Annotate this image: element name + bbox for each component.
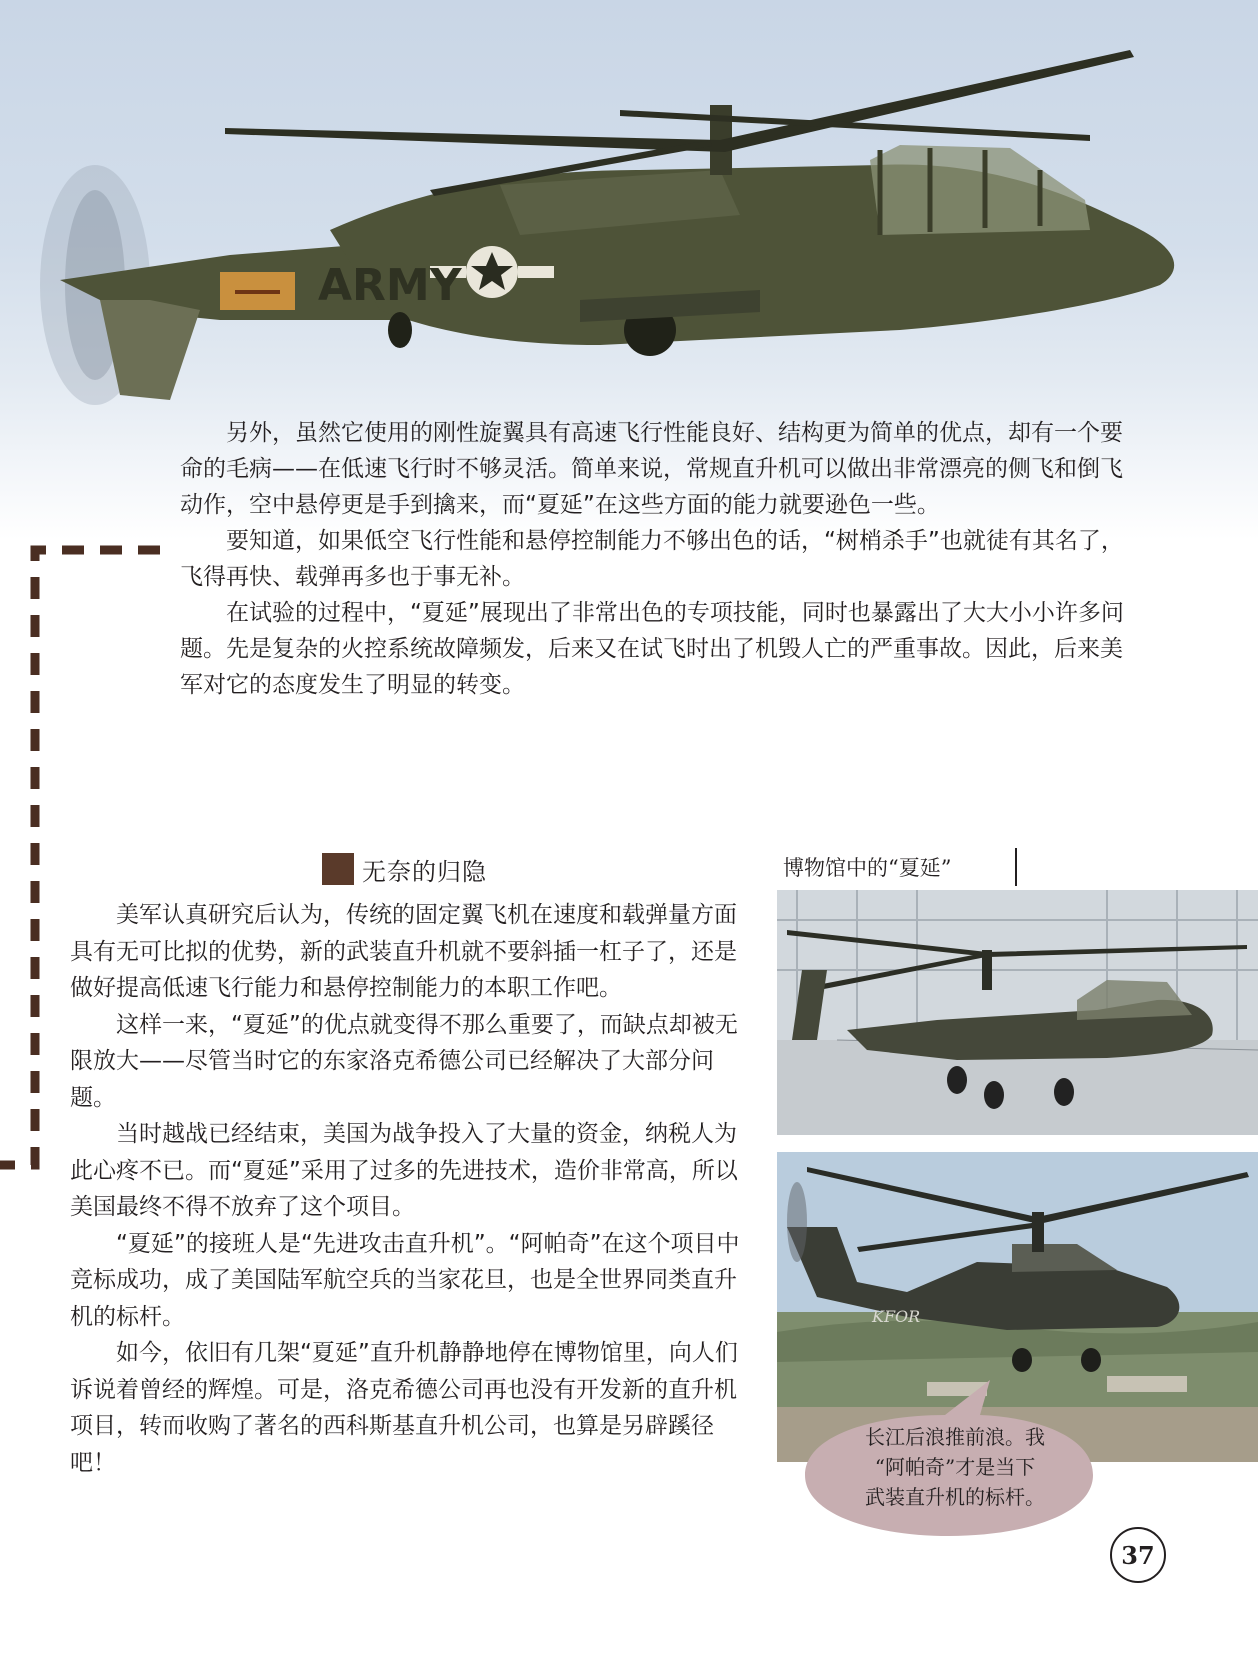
page-number: 37 [1110,1527,1166,1583]
section-square-icon [322,853,354,885]
paragraph-drawbacks: 这样一来，“夏延”的优点就变得不那么重要了，而缺点却被无限放大——尽管当时它的东家洛克希德公司已经解决了大部分问题。 [70,1011,738,1111]
paragraph-low-altitude: 要知道，如果低空飞行性能和悬停控制能力不够出色的话，“树梢杀手”也就徒有其名了，飞得再快、载弹再多也于事无补。 [180,528,1124,590]
bubble-line-2: “阿帕奇”才是当下 [874,1455,1036,1479]
paragraph-museum: 如今，依旧有几架“夏延”直升机静静地停在博物馆里，向人们诉说着曾经的辉煌。可是，洛克希德公司再也没有开发新的直升机项目，转而收购了著名的西科斯基直升机公司，也算是另辟蹊径吧！ [70,1340,738,1476]
section-heading [322,852,487,886]
paragraph-test-problems: 在试验的过程中，“夏延”展现出了非常出色的专项技能，同时也暴露出了大大小小许多问题。先是复杂的火控系统故障频发，后来又在试飞时出了机毁人亡的严重事故。因此，后来美军对它的态度发生了明显的转变。 [180,600,1124,698]
kfor-fuselage-text: KFOR [872,1307,921,1326]
top-text-block [180,415,1136,703]
army-fuselage-text: ARMY [318,260,462,311]
paragraph-vietnam: 当时越战已经结束，美国为战争投入了大量的资金，纳税人为此心疼不已。而“夏延”采用了过多的先进技术，造价非常高，所以美国最终不得不放弃了这个项目。 [70,1121,738,1220]
caption-divider [1015,848,1017,886]
museum-cheyenne-photo [777,890,1258,1135]
museum-photo-caption: 博物馆中的“夏延” [783,856,952,880]
paragraph-apache: “夏延”的接班人是“先进攻击直升机”。“阿帕奇”在这个项目中竞标成功，成了美国陆军航空兵的当家花旦，也是全世界同类直升机的标杆。 [70,1230,740,1330]
bubble-line-1: 长江后浪推前浪。我 [865,1425,1045,1449]
paragraph-fixed-wing: 美军认真研究后认为，传统的固定翼飞机在速度和载弹量方面具有无可比拟的优势，新的武装直升机就不要斜插一杠子了，还是做好提高低速飞行能力和悬停控制能力的本职工作吧。 [70,902,737,1001]
speech-bubble-text [835,1422,1075,1512]
left-text-block [70,897,750,1481]
paragraph-rigid-rotor: 另外，虽然它使用的刚性旋翼具有高速飞行性能良好、结构更为简单的优点，却有一个要命的毛病——在低速飞行时不够灵活。简单来说，常规直升机可以做出非常漂亮的侧飞和倒飞动作，空中悬停更是手到擒来，而“夏延”在这些方面的能力就要逊色一些。 [180,420,1123,518]
section-title: 无奈的归隐 [362,857,487,886]
bubble-line-3: 武装直升机的标杆。 [865,1485,1045,1509]
